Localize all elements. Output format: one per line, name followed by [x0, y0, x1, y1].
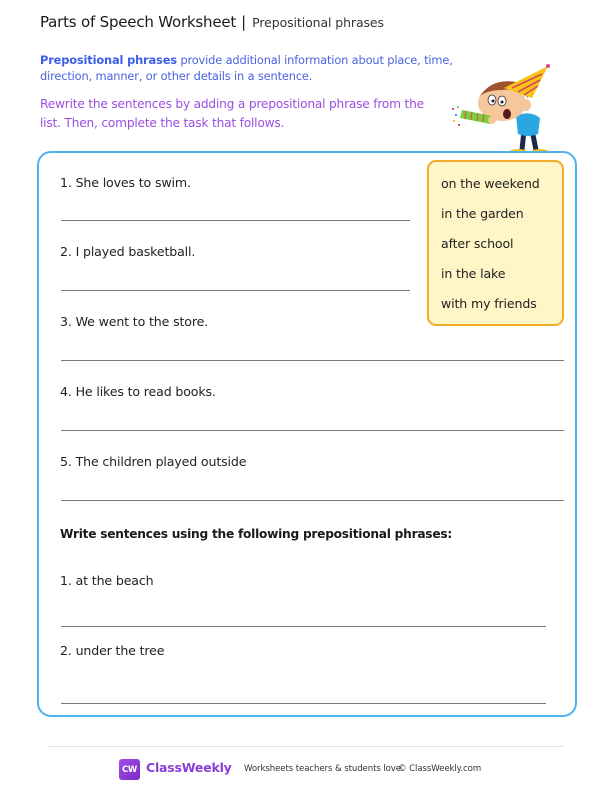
phrase-item: with my friends	[441, 296, 537, 311]
footer-divider	[48, 746, 564, 747]
phrase-item: after school	[441, 236, 514, 251]
brand-name: ClassWeekly	[146, 760, 232, 775]
sentence-4: 4. He likes to read books.	[60, 384, 216, 399]
task-heading: Write sentences using the following prepositional phrases:	[60, 527, 452, 541]
title-separator: |	[241, 13, 247, 31]
answer-line-1[interactable]	[61, 220, 410, 221]
phrase-item: on the weekend	[441, 176, 540, 191]
footer-tagline: Worksheets teachers & students love.	[244, 764, 404, 774]
sentence-2: 2. I played basketball.	[60, 244, 196, 259]
phrase-bank	[427, 160, 564, 326]
instructions: Rewrite the sentences by adding a prepositional phrase from the list. Then, complete the task that follows.	[40, 97, 424, 130]
answer-line-3[interactable]	[61, 360, 564, 361]
prompt-2: 2. under the tree	[60, 643, 165, 658]
sentence-3: 3. We went to the store.	[60, 314, 209, 329]
page-header	[40, 13, 384, 31]
answer-line-2[interactable]	[61, 290, 410, 291]
footer-copyright: © ClassWeekly.com	[398, 764, 482, 774]
party-boy-with-popper-icon	[452, 58, 572, 158]
sentence-5: 5. The children played outside	[60, 454, 247, 469]
intro-paragraph	[40, 52, 460, 84]
footer	[0, 758, 612, 780]
answer-line-prompt-2[interactable]	[61, 703, 546, 704]
classweekly-logo-icon: CW	[119, 759, 140, 780]
worksheet-title: Parts of Speech Worksheet	[40, 13, 237, 31]
answer-line-5[interactable]	[61, 500, 564, 501]
prompt-1: 1. at the beach	[60, 573, 154, 588]
answer-line-4[interactable]	[61, 430, 564, 431]
phrase-item: in the garden	[441, 206, 524, 221]
answer-line-prompt-1[interactable]	[61, 626, 546, 627]
intro-definition: provide additional information about place, time, direction, manner, or other details in a sentence.	[40, 53, 453, 83]
intro-term: Prepositional phrases	[40, 53, 177, 67]
phrase-item: in the lake	[441, 266, 506, 281]
worksheet-subtitle: Prepositional phrases	[252, 15, 384, 30]
sentence-1: 1. She loves to swim.	[60, 175, 191, 190]
